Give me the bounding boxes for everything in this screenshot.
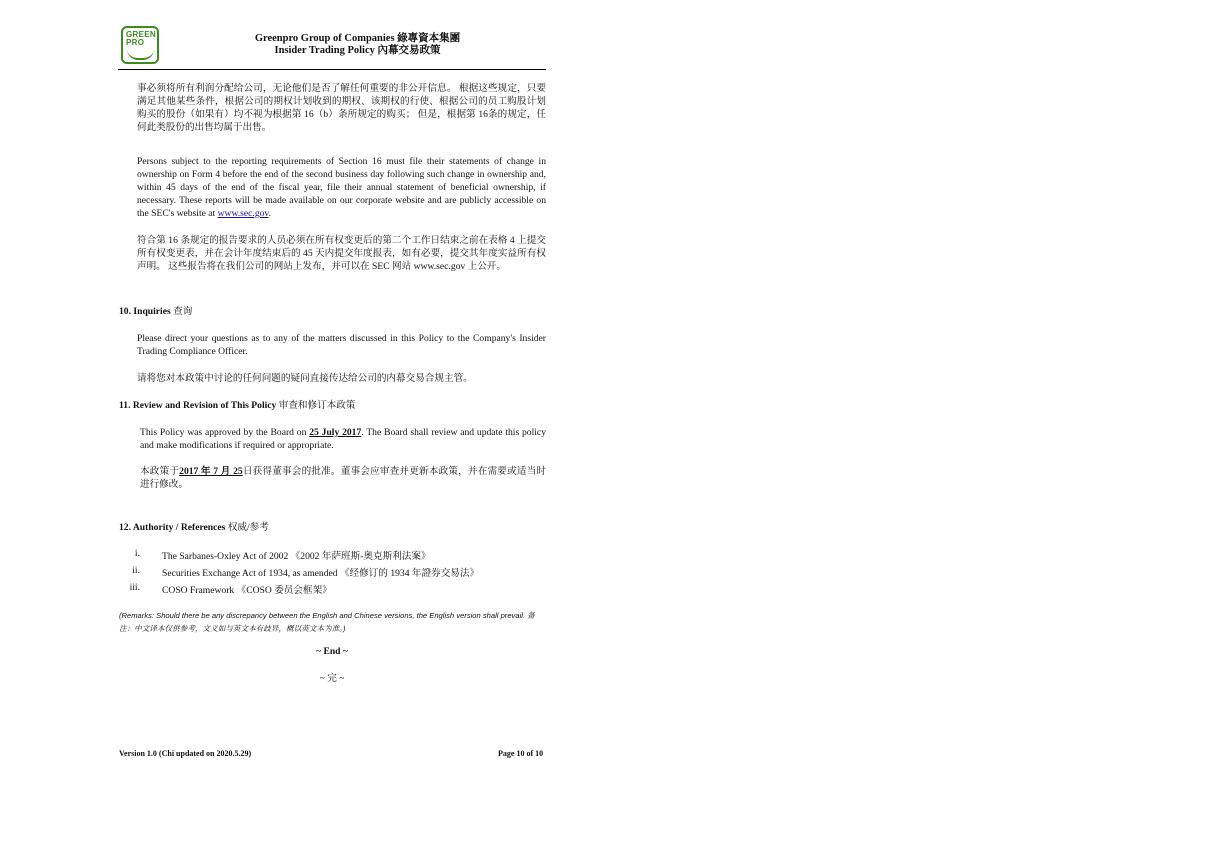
section10-title: 10. Inquiries — [119, 306, 171, 317]
section12-title-cn: 权威/参考 — [227, 522, 269, 533]
section10-title-cn: 查询 — [173, 306, 193, 317]
section12-title: 12. Authority / References — [119, 522, 226, 533]
section11-heading — [119, 399, 356, 412]
reference-item: COSO Framework 《COSO 委员会框架》 — [162, 585, 332, 596]
section11-cn-after: 日获得董事会的批准。董事会应审查并更新本政策，并在需要或适当时进行修改。 — [140, 466, 547, 490]
language-remarks: (Remarks: Should there be any discrepancy between the English and Chinese versions, the English version shall prevail. 备注：中文译本仅供参考，文义如与英文本有歧异，概以英文本为准。) — [119, 611, 535, 633]
section9-cn-paragraph-2: 符合第 16 条规定的报告要求的人员必须在所有权变更后的第二个工作日结束之前在表格 4 上提交所有权变更表，并在会计年度结束后的 45 天内提交年度报表，如有必要，提交其年度实益所有权声明。 这些报告将在我们公司的网站上发布，并可以在 SEC 网站 www.sec.gov 上公开。 — [137, 235, 546, 272]
section9-en-tail: . — [268, 208, 271, 219]
reference-number: ii. — [132, 565, 140, 576]
section9-cn-paragraph-1: 事必须将所有利润分配给公司，无论他们是否了解任何重要的非公开信息。 根据这些规定，只要满足其他某些条件，根据公司的期权计划收到的期权、该期权的行使、根据公司的员工购股计划购买的股份（如果有）均不视为根据第 16（b）条所规定的购买； 但是，根据第 16条的规定，任何此类股份的出售均属于出售。 — [137, 83, 546, 133]
greenpro-logo — [121, 26, 159, 64]
section11-cn-paragraph — [140, 465, 546, 491]
section11-title: 11. Review and Revision of This Policy — [119, 400, 277, 411]
section9-en-text: Persons subject to the reporting requirements of Section 16 must file their statements of change in ownership on Form 4 before the end of the second business day following such change in ownership and, within 45 days of the end of the fiscal year, file their annual statement of beneficial ownership, if necessary. These reports will be made available on our corporate website and are publicly accessible on the SEC's website at — [137, 156, 546, 219]
section10-heading — [119, 305, 192, 318]
section12-heading — [119, 521, 269, 534]
section10-cn-paragraph: 请将您对本政策中讨论的任何问题的疑问直接传达给公司的内幕交易合规主管。 — [137, 373, 473, 384]
sec-website-link[interactable]: www.sec.gov — [217, 208, 269, 219]
reference-number: i. — [134, 548, 140, 559]
section11-title-cn: 审查和修订本政策 — [278, 400, 356, 411]
reference-item: The Sarbanes-Oxley Act of 2002 《2002 年萨班斯-奥克斯利法案》 — [162, 551, 431, 562]
header-divider — [118, 69, 546, 70]
approval-date: 25 July 2017 — [309, 427, 362, 438]
section10-en-paragraph: Please direct your questions as to any of the matters discussed in this Policy to the Company's Insider Trading Compliance Officer. — [137, 333, 546, 357]
section11-en-before: This Policy was approved by the Board on — [140, 427, 307, 438]
header-policy-title: Insider Trading Policy 內幕交易政策 — [274, 45, 441, 56]
section11-cn-before: 本政策于 — [140, 466, 180, 477]
footer-version: Version 1.0 (Chi updated on 2020.5.29) — [119, 749, 252, 758]
end-marker: ~ End ~ — [316, 646, 348, 657]
logo-swoosh-icon — [127, 49, 154, 60]
logo-text-pro: PRO — [126, 38, 145, 47]
header-company: Greenpro Group of Companies 綠專資本集團 — [254, 33, 461, 44]
approval-date-cn: 2017 年 7 月 25 — [179, 466, 243, 477]
reference-item: Securities Exchange Act of 1934, as amended 《经修订的 1934 年證券交易法》 — [162, 568, 480, 579]
footer-page-number: Page 10 of 10 — [498, 749, 544, 758]
end-marker-cn: ~ 完 ~ — [319, 673, 345, 684]
section9-en-paragraph — [137, 155, 546, 220]
logo-text-green: GREEN — [126, 30, 156, 39]
reference-number: iii. — [129, 582, 140, 593]
section11-en-paragraph — [140, 426, 546, 452]
section11-en-after: . The Board shall review and update this policy and make modifications if required or appropriate. — [140, 427, 546, 451]
